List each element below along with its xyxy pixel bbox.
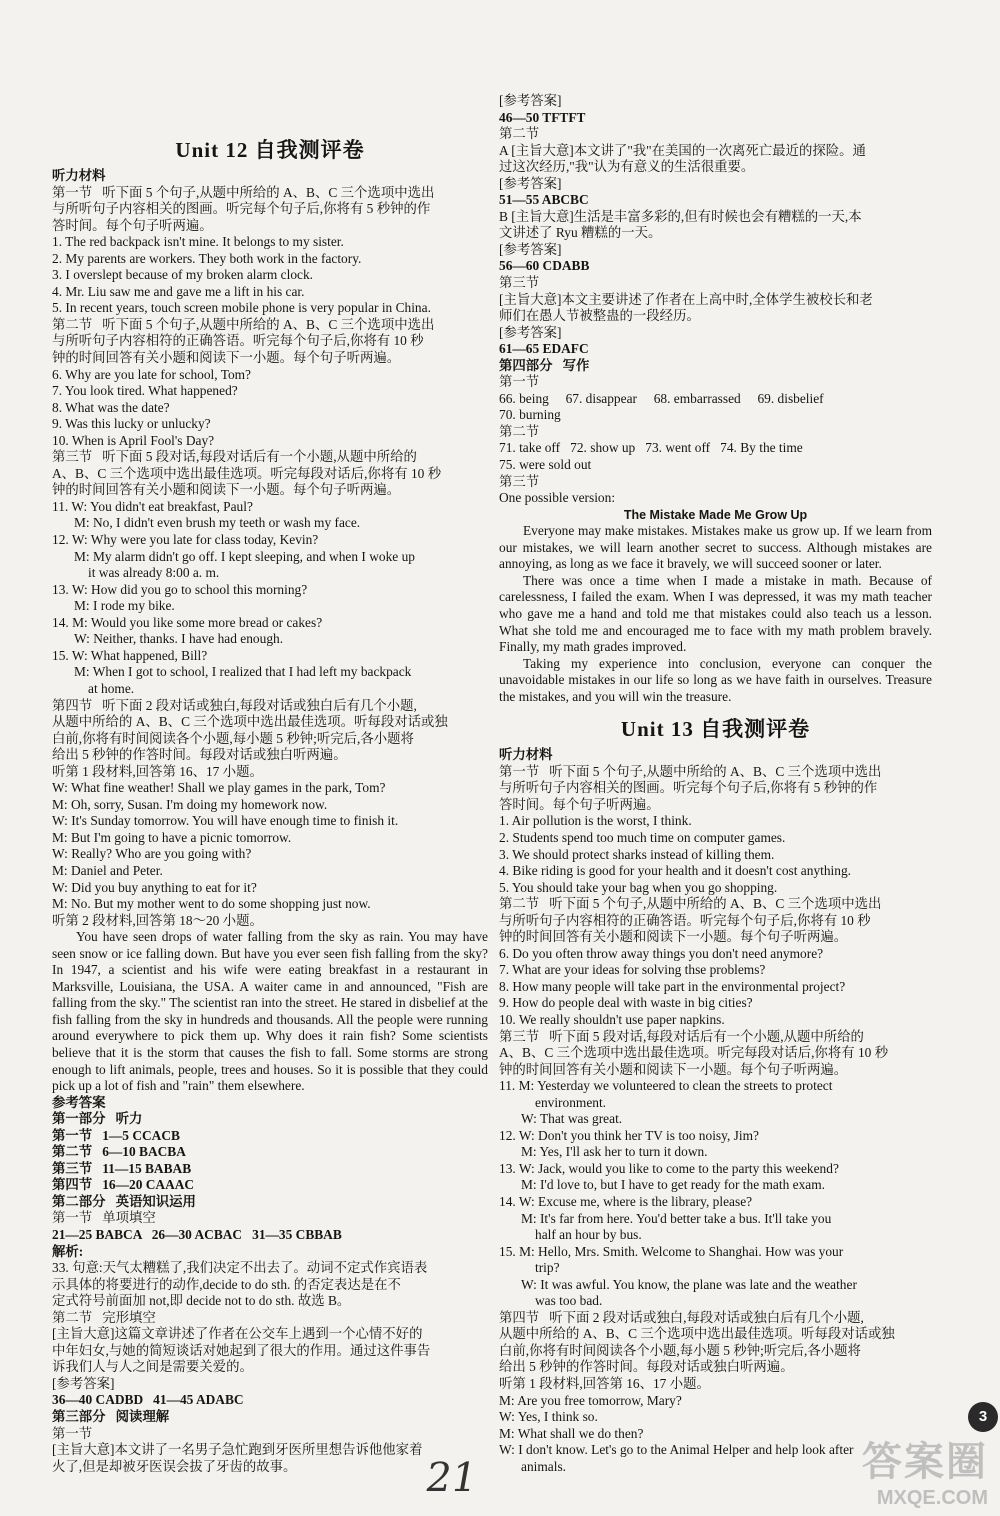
text-line: 答时间。每个句子听两遍。 — [52, 217, 213, 233]
text-line: 钟的时间回答有关小题和阅读下一小题。每个句子听两遍。 — [499, 929, 848, 945]
text-line: 中年妇女,与她的简短谈话对她起到了很大的作用。通过这件事告 — [52, 1342, 431, 1358]
left-content — [52, 168, 488, 1475]
right-content-a — [499, 93, 932, 705]
text-line: 13. W: How did you go to school this morning? — [52, 581, 308, 597]
text-line: trip? — [535, 1260, 560, 1276]
text-line: 第一节 — [499, 374, 540, 390]
text-line: 第三部分 阅读理解 — [52, 1409, 170, 1425]
text-line: 示具体的将要进行的动作,decide to do sth. 的否定表达是在不 — [52, 1276, 401, 1292]
text-line: 从题中所给的 A、B、C 三个选项中选出最佳选项。听每段对话或独 — [52, 714, 448, 730]
text-line: W: Neither, thanks. I have had enough. — [74, 631, 284, 647]
watermark-logo: 答案圈 — [862, 1440, 988, 1484]
text-line: You have seen drops of water falling from the sky as rain. You may have seen snow or ice falling down. But have you ever seen fish falling from the sky? In 1947, a scientist and his wife were eating breakfast in a restaurant in Marksville, Louisiana, the USA. A waiter came in and announced, "Fish are falling from the sky." The scientist ran into the street. He stared in disbelief at the fish falling from the sky in hundreds and thousands. All the people were running around everywhere to pick them up. Why does it rain fish? Some scientists believe that it is the storm that causes the fish to fall. Some storms are strong enough to lift animals, people, trees and houses. So it is possible that they could pick up a lot of fish and "rain" them elsewhere. — [52, 929, 488, 1094]
text-line: 75. were sold out — [499, 457, 592, 473]
watermark — [862, 1430, 988, 1510]
text-line: 听力材料 — [499, 747, 553, 763]
text-line: 听力材料 — [52, 168, 106, 183]
text-line: 3. I overslept because of my broken alarm clock. — [52, 267, 314, 283]
text-line: it was already 8:00 a. m. — [88, 565, 220, 581]
text-line: 诉我们人与人之间是需要关爱的。 — [52, 1359, 253, 1375]
text-line: 第一节 听下面 5 个句子,从题中所给的 A、B、C 三个选项中选出 — [52, 184, 435, 200]
text-line: M: No, I didn't even brush my teeth or wash my face. — [74, 515, 361, 531]
text-line: 51—55 ABCBC — [499, 192, 589, 208]
text-line: 71. take off 72. show up 73. went off 74. By the time — [499, 440, 803, 456]
text-line: 11. M: Yesterday we volunteered to clean the streets to protect — [499, 1078, 833, 1094]
text-line: M: My alarm didn't go off. I kept sleeping, and when I woke up — [74, 548, 415, 564]
watermark-url: MXQE.COM — [876, 1487, 988, 1509]
text-line: 8. How many people will take part in the environmental project? — [499, 978, 846, 994]
text-line: M: It's far from here. You'd better take a bus. It'll take you — [521, 1210, 832, 1226]
text-line: 13. W: Jack, would you like to come to the party this weekend? — [499, 1160, 839, 1176]
text-line: The Mistake Made Me Grow Up — [623, 507, 808, 522]
text-line: W: It's Sunday tomorrow. You will have enough time to finish it. — [52, 813, 399, 829]
text-line: 56—60 CDABB — [499, 258, 590, 274]
text-line: M: I'd love to, but I have to get ready for the math exam. — [521, 1177, 825, 1193]
text-line: 从题中所给的 A、B、C 三个选项中选出最佳选项。听每段对话或独 — [499, 1326, 895, 1342]
text-line: 46—50 TFTFT — [499, 109, 586, 125]
text-line: 10. When is April Fool's Day? — [52, 432, 215, 448]
text-line: 第二节 6—10 BACBA — [52, 1144, 186, 1160]
text-line: 给出 5 秒钟的作答时间。每段对话或独白听两遍。 — [499, 1359, 794, 1375]
text-line: was too bad. — [535, 1293, 603, 1309]
text-line: 21—25 BABCA 26—30 ACBAC 31—35 CBBAB — [52, 1227, 342, 1242]
text-line: 5. In recent years, touch screen mobile phone is very popular in China. — [52, 300, 431, 316]
text-line: A [主旨大意]本文讲了"我"在美国的一次离死亡最近的探险。通 — [499, 142, 866, 158]
text-line: 与所听句子内容相符的正确答语。听完每个句子后,你将有 10 秒 — [499, 912, 871, 928]
text-line: [参考答案] — [52, 1375, 115, 1391]
page-number: 3 — [968, 1402, 998, 1432]
text-line: at home. — [88, 680, 135, 696]
text-line: 答时间。每个句子听两遍。 — [499, 796, 660, 812]
text-line: 第一节 单项填空 — [52, 1210, 156, 1226]
text-line: 听第 2 段材料,回答第 18～20 小题。 — [52, 912, 263, 928]
text-line: 第三节 — [499, 473, 540, 489]
text-line: 与所听句子内容相关的图画。听完每个句子后,你将有 5 秒钟的作 — [52, 201, 431, 217]
text-line: [参考答案] — [499, 93, 562, 108]
text-line: 与所听句子内容相关的图画。听完每个句子后,你将有 5 秒钟的作 — [499, 780, 878, 796]
text-line: 第二节 听下面 5 个句子,从题中所给的 A、B、C 三个选项中选出 — [52, 316, 435, 332]
text-line: 12. W: Don't you think her TV is too noisy, Jim? — [499, 1127, 759, 1143]
text-line: 文讲述了 Ryu 糟糕的一天。 — [499, 225, 662, 241]
text-line: environment. — [535, 1094, 607, 1110]
text-line: 白前,你将有时间阅读各个小题,每小题 5 秒钟;听完后,各小题将 — [52, 730, 414, 746]
text-line: 第二部分 英语知识运用 — [52, 1193, 196, 1209]
text-line: M: Yes, I'll ask her to turn it down. — [521, 1144, 708, 1160]
text-line: 4. Mr. Liu saw me and gave me a lift in his car. — [52, 283, 305, 299]
text-line: 第二节 完形填空 — [52, 1309, 156, 1325]
text-line: 白前,你将有时间阅读各个小题,每小题 5 秒钟;听完后,各小题将 — [499, 1342, 861, 1358]
text-line: 第二节 听下面 5 个句子,从题中所给的 A、B、C 三个选项中选出 — [499, 896, 882, 912]
text-line: 9. How do people deal with waste in big cities? — [499, 995, 753, 1011]
text-line: half an hour by bus. — [535, 1227, 642, 1243]
text-line: W: I don't know. Let's go to the Animal Helper and help look after — [499, 1442, 854, 1458]
text-line: M: But I'm going to have a picnic tomorrow. — [52, 829, 292, 845]
text-line: 解析: — [52, 1243, 84, 1259]
text-line: 15. M: Hello, Mrs. Smith. Welcome to Shanghai. How was your — [499, 1243, 844, 1259]
text-line: 第一部分 听力 — [52, 1111, 143, 1127]
text-line: M: I rode my bike. — [74, 598, 175, 614]
text-line: W: Did you buy anything to eat for it? — [52, 879, 257, 895]
text-line: 第四节 16—20 CAAAC — [52, 1177, 195, 1193]
text-line: One possible version: — [499, 490, 616, 506]
text-line: 第三节 11—15 BABAB — [52, 1160, 192, 1176]
text-line: 61—65 EDAFC — [499, 341, 589, 357]
text-line: 5. You should take your bag when you go shopping. — [499, 879, 778, 895]
text-line: 第四节 听下面 2 段对话或独白,每段对话或独白后有几个小题, — [52, 697, 417, 713]
text-line: 2. My parents are workers. They both work in the factory. — [52, 250, 362, 266]
text-line: 10. We really shouldn't use paper napkins. — [499, 1011, 725, 1027]
text-line: 第一节 听下面 5 个句子,从题中所给的 A、B、C 三个选项中选出 — [499, 763, 882, 779]
text-line: [主旨大意]这篇文章讲述了作者在公交车上遇到一个心情不好的 — [52, 1326, 423, 1342]
text-line: 1. Air pollution is the worst, I think. — [499, 813, 692, 829]
text-line: 给出 5 秒钟的作答时间。每段对话或独白听两遍。 — [52, 747, 347, 763]
text-line: animals. — [521, 1458, 566, 1474]
text-line: 第三节 — [499, 275, 540, 291]
text-line: M: Oh, sorry, Susan. I'm doing my homework now. — [52, 796, 328, 812]
text-line: 火了,但是却被牙医误会拔了牙齿的故事。 — [52, 1458, 297, 1474]
text-line: 第一节 1—5 CCACB — [52, 1127, 180, 1143]
text-line: M: Are you free tomorrow, Mary? — [499, 1392, 682, 1408]
text-line: W: It was awful. You know, the plane was late and the weather — [521, 1276, 857, 1292]
text-line: 70. burning — [499, 407, 561, 423]
text-line: 8. What was the date? — [52, 399, 170, 415]
unit-13-title: Unit 13 自我测评卷 — [620, 717, 811, 742]
text-line: 4. Bike riding is good for your health and it doesn't cost anything. — [499, 863, 852, 879]
text-line: There was once a time when I made a mistake in math. Because of carelessness, I failed the exam. When I was depressed, it was my math teacher who gave me a hand and told me that mistakes could also teach us a lesson. What she told me and encouraged me to face with my math problem bravely. Finally, my math grades improved. — [499, 572, 932, 655]
text-line: 3. We should protect sharks instead of killing them. — [499, 846, 775, 862]
text-line: 11. W: You didn't eat breakfast, Paul? — [52, 498, 253, 514]
text-line: 过这次经历,"我"认为有意义的生活很重要。 — [499, 159, 755, 175]
text-line: 12. W: Why were you late for class today, Kevin? — [52, 532, 319, 548]
text-line: 36—40 CADBD 41—45 ADABC — [52, 1392, 244, 1408]
text-line: 钟的时间回答有关小题和阅读下一小题。每个句子听两遍。 — [499, 1061, 848, 1077]
text-line: 第三节 听下面 5 段对话,每段对话后有一个小题,从题中所给的 — [499, 1028, 864, 1044]
text-line: 2. Students spend too much time on computer games. — [499, 829, 786, 845]
text-line: 第四节 听下面 2 段对话或独白,每段对话或独白后有几个小题, — [499, 1309, 864, 1325]
left-column — [52, 0, 488, 1475]
text-line: Everyone may make mistakes. Mistakes make us grow up. If we learn from our mistakes, we will learn another secret to success. Although mistakes are annoying, as long as we face it bravely, we will succeed sooner or later. — [499, 523, 932, 572]
text-line: 6. Why are you late for school, Tom? — [52, 366, 252, 382]
text-line: [主旨大意]本文讲了一名男子急忙跑到牙医所里想告诉他他家着 — [52, 1442, 423, 1458]
text-line: 参考答案 — [52, 1094, 106, 1110]
text-line: 钟的时间回答有关小题和阅读下一小题。每个句子听两遍。 — [52, 350, 401, 366]
text-line: 15. W: What happened, Bill? — [52, 647, 208, 663]
text-line: 1. The red backpack isn't mine. It belongs to my sister. — [52, 234, 344, 250]
text-line: W: Really? Who are you going with? — [52, 846, 252, 862]
text-line: Taking my experience into conclusion, everyone can conquer the unavoidable mistakes in our life so long as we have faith in ourselves. Treasure the mistakes, and you will win the treasure. — [499, 655, 932, 704]
text-line: M: What shall we do then? — [499, 1425, 644, 1441]
text-line: M: Daniel and Peter. — [52, 862, 163, 878]
text-line: 定式符号前面加 not,即 decide not to do sth. 故选 B。 — [52, 1293, 351, 1309]
text-line: 66. being 67. disappear 68. embarrassed 69. disbelief — [499, 390, 824, 406]
text-line: M: When I got to school, I realized that I had left my backpack — [74, 664, 412, 680]
text-line: 7. You look tired. What happened? — [52, 383, 238, 399]
text-line: 7. What are your ideas for solving thse problems? — [499, 962, 766, 978]
text-line: 33. 句意:天气太糟糕了,我们决定不出去了。动词不定式作宾语表 — [52, 1260, 428, 1276]
text-line: W: Yes, I think so. — [499, 1409, 598, 1425]
text-line: A、B、C 三个选项中选出最佳选项。听完每段对话后,你将有 10 秒 — [52, 465, 442, 481]
text-line: 6. Do you often throw away things you don't need anymore? — [499, 945, 824, 961]
text-line: 14. W: Excuse me, where is the library, please? — [499, 1194, 753, 1209]
unit-12-title: Unit 12 自我测评卷 — [175, 138, 365, 162]
text-line: 第一节 — [52, 1425, 93, 1441]
text-line: 听第 1 段材料,回答第 16、17 小题。 — [499, 1376, 710, 1392]
right-column — [499, 0, 932, 1475]
text-line: 与所听句子内容相符的正确答语。听完每个句子后,你将有 10 秒 — [52, 333, 424, 349]
text-line: 第三节 听下面 5 段对话,每段对话后有一个小题,从题中所给的 — [52, 449, 417, 465]
text-line: 第二节 — [499, 126, 540, 142]
text-line: W: That was great. — [521, 1111, 623, 1127]
handwritten-number: 21 — [421, 1455, 481, 1501]
right-content-b — [499, 747, 932, 1475]
text-line: 钟的时间回答有关小题和阅读下一小题。每个句子听两遍。 — [52, 482, 401, 498]
text-line: [参考答案] — [499, 241, 562, 257]
text-line: W: What fine weather! Shall we play games in the park, Tom? — [52, 780, 386, 796]
text-line: 第四部分 写作 — [499, 357, 590, 373]
text-line: 第二节 — [499, 423, 540, 439]
text-line: 9. Was this lucky or unlucky? — [52, 416, 211, 432]
text-line: 听第 1 段材料,回答第 16、17 小题。 — [52, 763, 263, 779]
text-line: [主旨大意]本文主要讲述了作者在上高中时,全体学生被校长和老 — [499, 291, 873, 307]
text-line: [参考答案] — [499, 324, 562, 340]
text-line: M: No. But my mother went to do some shopping just now. — [52, 896, 371, 912]
text-line: A、B、C 三个选项中选出最佳选项。听完每段对话后,你将有 10 秒 — [499, 1045, 889, 1061]
text-line: B [主旨大意]生活是丰富多彩的,但有时候也会有糟糕的一天,本 — [499, 208, 862, 224]
text-line: [参考答案] — [499, 175, 562, 191]
text-line: 14. M: Would you like some more bread or cakes? — [52, 614, 323, 630]
text-line: 师们在愚人节被整蛊的一段经历。 — [499, 308, 700, 324]
